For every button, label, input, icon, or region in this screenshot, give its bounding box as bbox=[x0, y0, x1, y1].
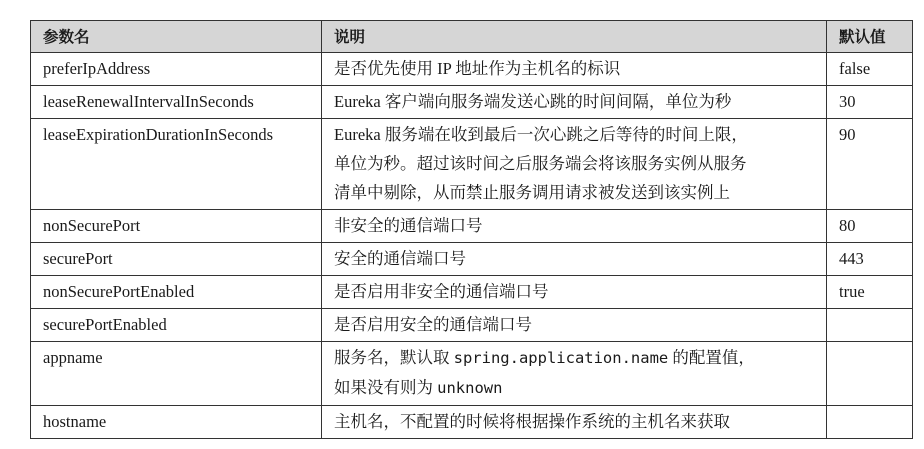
header-description: 说明 bbox=[322, 21, 827, 53]
description-line: Eureka 服务端在收到最后一次心跳之后等待的时间上限， bbox=[334, 125, 748, 144]
description-line bbox=[334, 343, 816, 373]
table-row bbox=[31, 119, 913, 210]
description-cell bbox=[322, 406, 827, 439]
description-cell bbox=[322, 53, 827, 86]
param-name-cell: securePort bbox=[31, 243, 322, 276]
default-value-cell: 443 bbox=[827, 243, 913, 276]
param-name-cell: securePortEnabled bbox=[31, 309, 322, 342]
table-row bbox=[31, 342, 913, 406]
description-text: 如果没有则为 bbox=[334, 378, 438, 397]
parameter-table-container bbox=[30, 20, 912, 439]
description-cell bbox=[322, 119, 827, 210]
parameter-table bbox=[30, 20, 913, 439]
header-default-value: 默认值 bbox=[827, 21, 913, 53]
default-value-cell bbox=[827, 309, 913, 342]
description-text: 的配置值， bbox=[668, 348, 755, 367]
param-name-cell: hostname bbox=[31, 406, 322, 439]
param-name-cell: leaseExpirationDurationInSeconds bbox=[31, 119, 322, 210]
description-line: 非安全的通信端口号 bbox=[334, 216, 483, 235]
description-line: 是否启用非安全的通信端口号 bbox=[334, 282, 549, 301]
description-cell bbox=[322, 210, 827, 243]
param-name-cell: nonSecurePort bbox=[31, 210, 322, 243]
table-row bbox=[31, 210, 913, 243]
description-line: 清单中剔除，从而禁止服务调用请求被发送到该实例上 bbox=[334, 183, 730, 202]
table-row bbox=[31, 86, 913, 119]
description-line: 是否优先使用 IP 地址作为主机名的标识 bbox=[334, 59, 621, 78]
table-row bbox=[31, 243, 913, 276]
default-value-cell: false bbox=[827, 53, 913, 86]
description-cell bbox=[322, 243, 827, 276]
description-line: Eureka 客户端向服务端发送心跳的时间间隔，单位为秒 bbox=[334, 92, 732, 111]
table-row bbox=[31, 53, 913, 86]
table-row bbox=[31, 406, 913, 439]
default-value-cell: 30 bbox=[827, 86, 913, 119]
description-cell bbox=[322, 86, 827, 119]
table-row bbox=[31, 276, 913, 309]
param-name-cell: nonSecurePortEnabled bbox=[31, 276, 322, 309]
default-value-cell bbox=[827, 342, 913, 406]
description-line: 安全的通信端口号 bbox=[334, 249, 466, 268]
config-key-code: spring.application.name bbox=[453, 349, 669, 367]
description-line: 是否启用安全的通信端口号 bbox=[334, 315, 532, 334]
description-cell bbox=[322, 309, 827, 342]
header-parameter-name: 参数名 bbox=[31, 21, 322, 53]
table-row bbox=[31, 309, 913, 342]
default-value-cell: 90 bbox=[827, 119, 913, 210]
description-text: 服务名，默认取 bbox=[334, 348, 454, 367]
param-name-cell: preferIpAddress bbox=[31, 53, 322, 86]
description-cell bbox=[322, 276, 827, 309]
description-cell bbox=[322, 342, 827, 406]
description-line: 单位为秒。超过该时间之后服务端会将该服务实例从服务 bbox=[334, 154, 747, 173]
default-name-code: unknown bbox=[437, 379, 503, 397]
default-value-cell bbox=[827, 406, 913, 439]
default-value-cell: 80 bbox=[827, 210, 913, 243]
description-line bbox=[334, 373, 816, 403]
default-value-cell: true bbox=[827, 276, 913, 309]
description-line: 主机名，不配置的时候将根据操作系统的主机名来获取 bbox=[334, 412, 730, 431]
param-name-cell: appname bbox=[31, 342, 322, 406]
table-header-row bbox=[31, 21, 913, 53]
param-name-cell: leaseRenewalIntervalInSeconds bbox=[31, 86, 322, 119]
